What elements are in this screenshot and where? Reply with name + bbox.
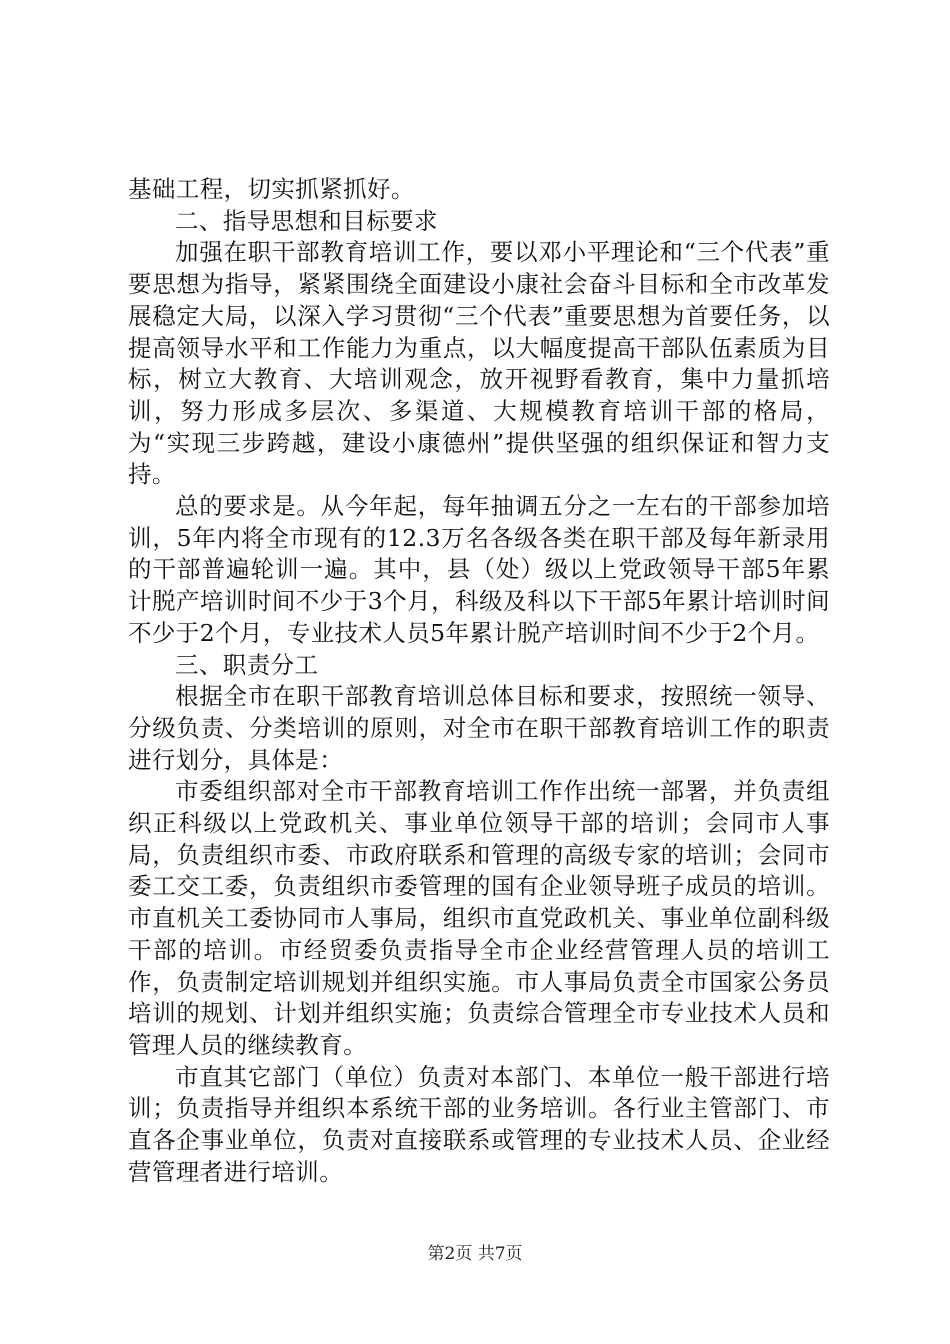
section-heading-responsibilities: 三、职责分工 bbox=[175, 650, 319, 679]
paragraph-responsibility-principles: 根据全市在职干部教育培训总体目标和要求，按照统一领导、分级负责、分类培训的原则，对全市在职干部教育培训工作的职责进行划分，具体是： bbox=[128, 682, 830, 774]
section-heading-guiding-ideology: 二、指导思想和目标要求 bbox=[175, 206, 438, 235]
paragraph-guiding-ideology: 加强在职干部教育培训工作，要以邓小平理论和“三个代表”重要思想为指导，紧紧围绕全面建设小康社会奋斗目标和全市改革发展稳定大局，以深入学习贯彻“三个代表”重要思想为首要任务，以提高领导水平和工作能力为重点，以大幅度提高干部队伍素质为目标，树立大教育、大培训观念，放开视野看教育，集中力量抓培训，努力形成多层次、多渠道、大规模教育培训干部的格局，为“实现三步跨越，建设小康德州”提供坚强的组织保证和智力支持。 bbox=[128, 238, 830, 489]
document-body bbox=[128, 174, 830, 1189]
paragraph-other-departments: 市直其它部门（单位）负责对本部门、本单位一般干部进行培训；负责指导并组织本系统干部的业务培训。各行业主管部门、市直各企事业单位，负责对直接联系或管理的专业技术人员、企业经营管理者进行培训。 bbox=[128, 1062, 830, 1186]
page-number-footer: 第2页 共7页 bbox=[427, 1244, 523, 1264]
paragraph-continuation: 基础工程，切实抓紧抓好。 bbox=[128, 175, 415, 203]
paragraph-organization-department: 市委组织部对全市干部教育培训工作作出统一部署，并负责组织正科级以上党政机关、事业单位领导干部的培训；会同市人事局，负责组织市委、市政府联系和管理的高级专家的培训；会同市委工交工委，负责组织市委管理的国有企业领导班子成员的培训。市直机关工委协同市人事局，组织市直党政机关、事业单位副科级干部的培训。市经贸委负责指导全市企业经营管理人员的培训工作，负责制定培训规划并组织实施。市人事局负责全市国家公务员培训的规划、计划并组织实施；负责综合管理全市专业技术人员和管理人员的继续教育。 bbox=[128, 777, 830, 1059]
paragraph-general-requirements: 总的要求是。从今年起，每年抽调五分之一左右的干部参加培训，5年内将全市现有的12.3万名各级各类在职干部及每年新录用的干部普遍轮训一遍。其中，县（处）级以上党政领导干部5年累计脱产培训时间不少于3个月，科级及科以下干部5年累计培训时间不少于2个月，专业技术人员5年累计脱产培训时间不少于2个月。 bbox=[128, 492, 830, 647]
